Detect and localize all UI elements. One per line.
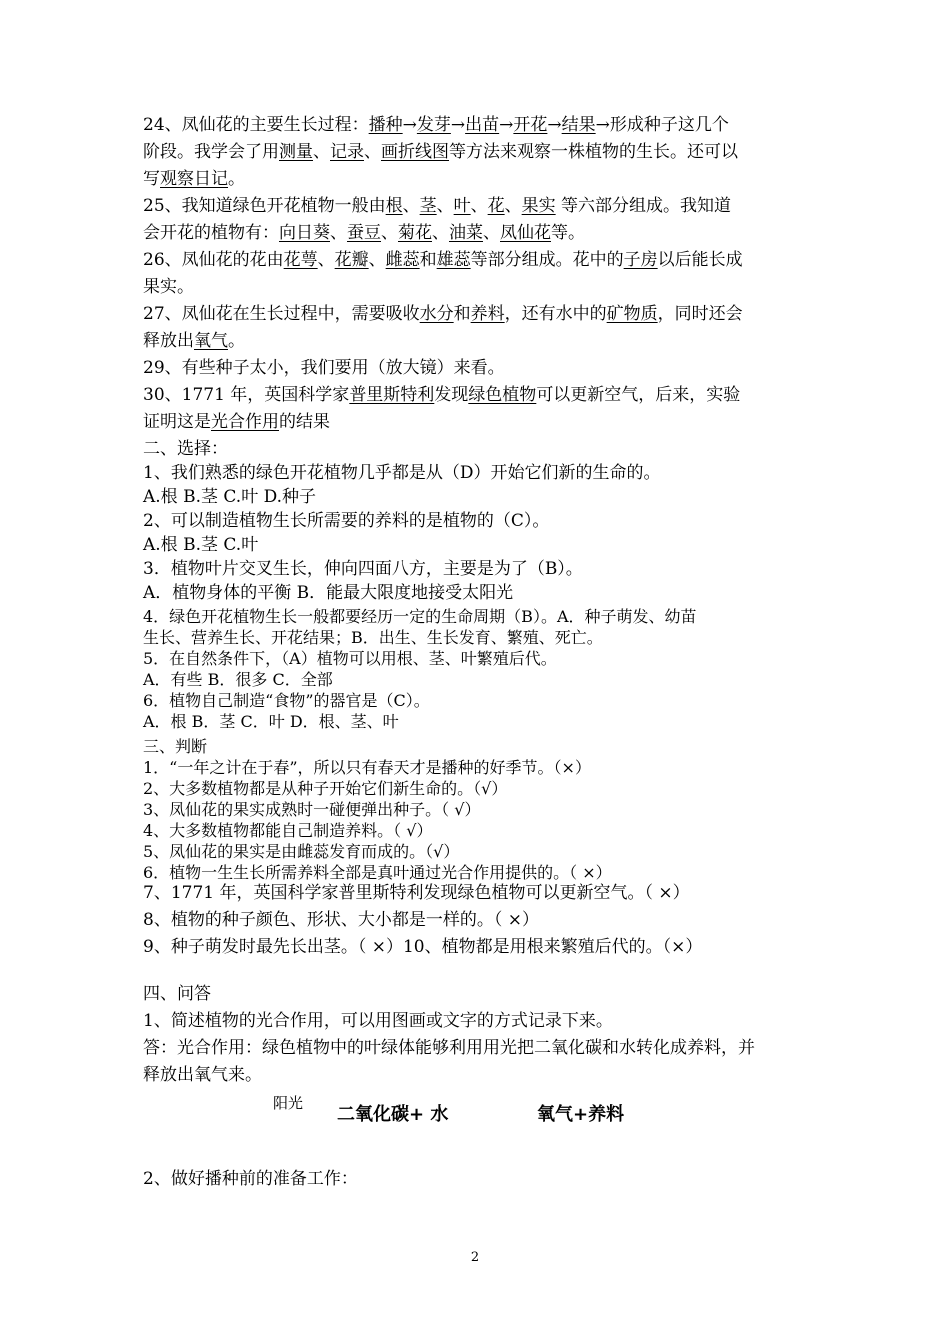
text-segment: 以后能长成 bbox=[657, 250, 743, 270]
text-segment: 证明这是 bbox=[143, 412, 211, 432]
text-segment: ，还有水中的 bbox=[504, 304, 607, 324]
judge-line: 三、判断 bbox=[143, 737, 208, 756]
text-segment: 26、凤仙花的花由 bbox=[143, 250, 284, 270]
underlined-answer: 根 bbox=[385, 196, 403, 216]
underlined-answer: 发芽 bbox=[416, 115, 451, 135]
underlined-answer: 茎 bbox=[419, 196, 437, 216]
text-segment: →形成种子这几个 bbox=[595, 115, 729, 135]
text-segment: 、 bbox=[470, 196, 488, 216]
fill-in-section bbox=[143, 112, 813, 436]
underlined-answer: 观察日记 bbox=[160, 169, 228, 189]
text-segment: ，同时还会 bbox=[657, 304, 743, 324]
choice-line: A．植物身体的平衡 B．能最大限度地接受太阳光 bbox=[143, 583, 514, 603]
text-segment: 、 bbox=[381, 223, 398, 243]
underlined-answer: 绿色植物 bbox=[468, 385, 537, 405]
fill-line bbox=[143, 301, 813, 328]
text-segment: → bbox=[402, 115, 417, 135]
qa-line: 1、简述植物的光合作用，可以用图画或文字的方式记录下来。 bbox=[143, 1011, 613, 1031]
judge-line: 6．植物一生生长所需养料全部是真叶通过光合作用提供的。（ ×） bbox=[143, 863, 612, 882]
choice-line: 二、选择： bbox=[143, 439, 228, 459]
text-segment: 等。 bbox=[551, 223, 585, 243]
qa-line: 答：光合作用：绿色植物中的叶绿体能够利用用光把二氧化碳和水转化成养料，并 bbox=[143, 1038, 755, 1058]
text-segment: 的结果 bbox=[279, 412, 330, 432]
fill-line bbox=[143, 247, 813, 274]
judge-line: 8、植物的种子颜色、形状、大小都是一样的。（ ×） bbox=[143, 910, 539, 930]
underlined-answer: 普里斯特利 bbox=[349, 385, 435, 405]
underlined-answer: 雄蕊 bbox=[436, 250, 471, 270]
underlined-answer: 光合作用 bbox=[211, 412, 279, 432]
text-segment: 、 bbox=[368, 250, 386, 270]
text-segment: 阶段。我学会了用 bbox=[143, 142, 279, 162]
text-segment: 和 bbox=[419, 250, 437, 270]
judge-line: 1．“一年之计在于春”，所以只有春天才是播种的好季节。（×） bbox=[143, 758, 591, 777]
choice-line: 5．在自然条件下，（A）植物可以用根、茎、叶繁殖后代。 bbox=[143, 649, 557, 668]
text-segment: 会开花的植物有： bbox=[143, 223, 279, 243]
fill-line bbox=[143, 328, 813, 355]
choice-section bbox=[143, 437, 813, 605]
text-segment: 25、我知道绿色开花植物一般由 bbox=[143, 196, 386, 216]
text-segment: 发现 bbox=[434, 385, 469, 405]
question-answer-section bbox=[143, 981, 813, 1089]
formula-products: 氧气+养料 bbox=[537, 1104, 625, 1125]
underlined-answer: 果实 bbox=[521, 196, 556, 216]
text-segment: 果实。 bbox=[143, 277, 194, 297]
text-segment: 。 bbox=[228, 169, 245, 189]
underlined-answer: 向日葵 bbox=[279, 223, 330, 243]
underlined-answer: 画折线图 bbox=[381, 142, 449, 162]
underlined-answer: 出苗 bbox=[465, 115, 500, 135]
text-segment: → bbox=[450, 115, 466, 135]
text-segment: 、 bbox=[330, 223, 347, 243]
text-segment: → bbox=[499, 115, 514, 135]
qa-line: 释放出氧气来。 bbox=[143, 1065, 262, 1085]
text-segment: 释放出 bbox=[143, 331, 194, 351]
text-segment: 等部分组成。花中的 bbox=[470, 250, 624, 270]
underlined-answer: 花萼 bbox=[283, 250, 318, 270]
underlined-answer: 矿物质 bbox=[606, 304, 658, 324]
judge-line: 7、1771 年，英国科学家普里斯特利发现绿色植物可以更新空气。（ ×） bbox=[143, 883, 690, 903]
fill-line bbox=[143, 112, 813, 139]
text-segment: 、 bbox=[364, 142, 381, 162]
fill-line bbox=[143, 220, 813, 247]
underlined-answer: 子房 bbox=[623, 250, 658, 270]
underlined-answer: 花瓣 bbox=[334, 250, 369, 270]
text-segment: 、 bbox=[504, 196, 522, 216]
underlined-answer: 蚕豆 bbox=[347, 223, 381, 243]
underlined-answer: 开花 bbox=[513, 115, 548, 135]
page-number: 2 bbox=[470, 1250, 480, 1265]
underlined-answer: 凤仙花 bbox=[500, 223, 551, 243]
choice-line: 1、我们熟悉的绿色开花植物几乎都是从（D）开始它们新的生命的。 bbox=[143, 463, 661, 483]
text-segment: 等六部分组成。我知道 bbox=[555, 196, 732, 216]
text-segment: 等方法来观察一株植物的生长。还可以 bbox=[449, 142, 738, 162]
underlined-answer: 水分 bbox=[419, 304, 454, 324]
text-segment: 写 bbox=[143, 169, 160, 189]
text-segment: 和 bbox=[453, 304, 471, 324]
fill-line bbox=[143, 409, 813, 436]
underlined-answer: 叶 bbox=[453, 196, 471, 216]
fill-line bbox=[143, 139, 813, 166]
fill-line bbox=[143, 274, 813, 301]
underlined-answer: 结果 bbox=[561, 115, 596, 135]
fill-line bbox=[143, 382, 813, 409]
underlined-answer: 记录 bbox=[330, 142, 364, 162]
question-2 bbox=[143, 1166, 813, 1193]
underlined-answer: 养料 bbox=[470, 304, 505, 324]
text-segment: → bbox=[547, 115, 562, 135]
choice-line: A．有些 B．很多 C．全部 bbox=[143, 670, 333, 689]
underlined-answer: 雌蕊 bbox=[385, 250, 420, 270]
judge-line: 3、凤仙花的果实成熟时一碰便弹出种子。（ √） bbox=[143, 800, 481, 819]
underlined-answer: 菊花 bbox=[398, 223, 432, 243]
underlined-answer: 播种 bbox=[368, 115, 403, 135]
text-segment: 、 bbox=[402, 196, 420, 216]
text-segment: 、 bbox=[436, 196, 454, 216]
judgement-section bbox=[143, 736, 813, 883]
choice-section-tail bbox=[143, 606, 813, 732]
fill-line bbox=[143, 193, 813, 220]
choice-line: 2、可以制造植物生长所需要的养料的是植物的（C）。 bbox=[143, 511, 550, 531]
fill-line bbox=[143, 355, 813, 382]
question-2-text: 2、做好播种前的准备工作： bbox=[143, 1169, 358, 1189]
choice-line: A.根 B.茎 C.叶 D.种子 bbox=[143, 487, 317, 507]
text-segment: 、 bbox=[313, 142, 330, 162]
choice-line: 3．植物叶片交叉生长，伸向四面八方，主要是为了（B）。 bbox=[143, 559, 583, 579]
choice-line: A．根 B．茎 C．叶 D．根、茎、叶 bbox=[143, 712, 399, 731]
underlined-answer: 花 bbox=[487, 196, 505, 216]
choice-line: 6．植物自己制造“食物”的器官是（C）。 bbox=[143, 691, 430, 710]
judge-line: 5、凤仙花的果实是由雌蕊发育而成的。（√） bbox=[143, 842, 460, 861]
choice-line: 生长、营养生长、开花结果；B．出生、生长发育、繁殖、死亡。 bbox=[143, 628, 603, 647]
text-segment: 24、凤仙花的主要生长过程： bbox=[143, 115, 369, 135]
text-segment: 29、有些种子太小，我们要用（放大镜）来看。 bbox=[143, 358, 505, 378]
formula-reactants: 二氧化碳+ 水 bbox=[337, 1104, 449, 1125]
text-segment: 27、凤仙花在生长过程中，需要吸收 bbox=[143, 304, 420, 324]
underlined-answer: 测量 bbox=[279, 142, 313, 162]
text-segment: 30、1771 年，英国科学家 bbox=[143, 385, 350, 405]
underlined-answer: 油菜 bbox=[449, 223, 483, 243]
judge-line: 2、大多数植物都是从种子开始它们新生命的。（√） bbox=[143, 779, 508, 798]
text-segment: 。 bbox=[228, 331, 245, 351]
text-segment: 、 bbox=[483, 223, 500, 243]
judgement-section-continued bbox=[143, 880, 813, 961]
judge-line: 4、大多数植物都能自己制造养料。（ √） bbox=[143, 821, 433, 840]
text-segment: 、 bbox=[317, 250, 335, 270]
fill-line bbox=[143, 166, 813, 193]
qa-line: 四、问答 bbox=[143, 984, 211, 1004]
text-segment: 、 bbox=[432, 223, 449, 243]
text-segment: 可以更新空气，后来，实验 bbox=[536, 385, 741, 405]
underlined-answer: 氧气 bbox=[194, 331, 228, 351]
choice-line: A.根 B.茎 C.叶 bbox=[143, 535, 259, 555]
judge-line: 9、种子萌发时最先长出茎。（ ×）10、植物都是用根来繁殖后代的。（×） bbox=[143, 937, 703, 957]
choice-line: 4．绿色开花植物生长一般都要经历一定的生命周期（B）。A．种子萌发、幼苗 bbox=[143, 607, 697, 626]
formula-condition: 阳光 bbox=[273, 1094, 304, 1112]
